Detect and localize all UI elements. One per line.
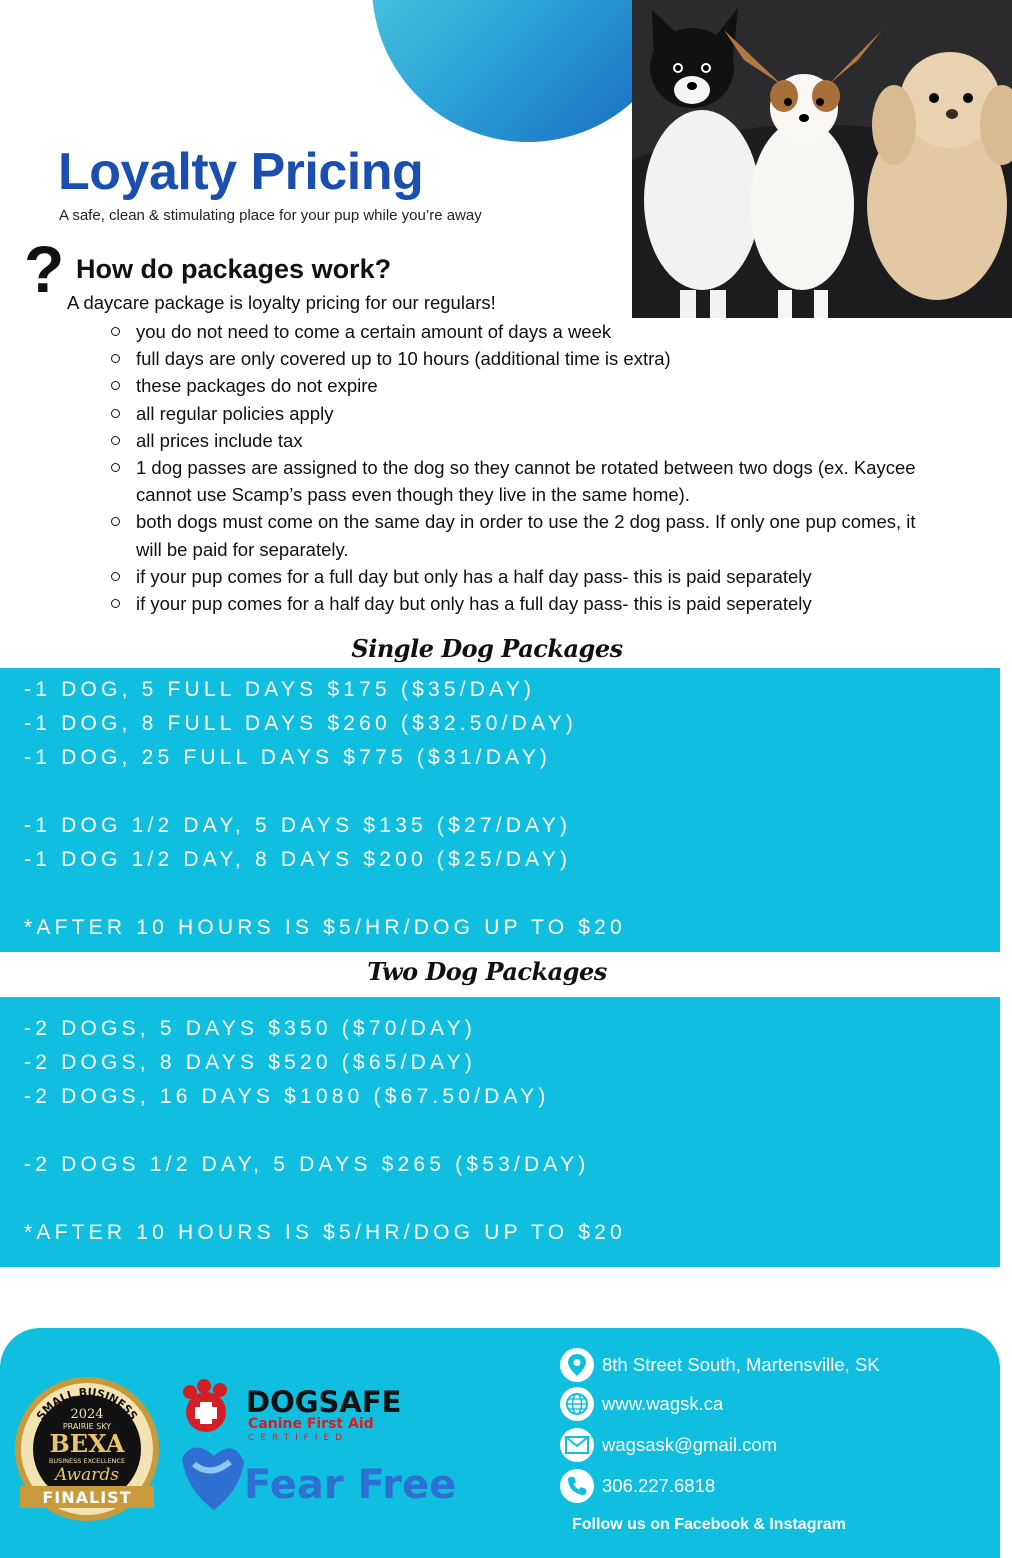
faq-bullet: both dogs must come on the same day in order to use the 2 dog pass. If only one pup comes, it will be paid for separately. [108,508,938,562]
svg-text:BUSINESS EXCELLENCE: BUSINESS EXCELLENCE [48,1457,126,1465]
location-pin-icon [560,1348,594,1382]
faq-bullet: all regular policies apply [108,400,938,427]
svg-text:Fear Free: Fear Free [244,1462,457,1508]
single-package-line: -1 DOG, 25 FULL DAYS $775 ($31/DAY) [24,746,552,769]
single-dog-heading: Single Dog Packages [351,634,623,663]
svg-text:Canine First Aid: Canine First Aid [248,1416,374,1432]
envelope-icon [560,1428,594,1462]
website-link[interactable]: www.wagsk.ca [602,1393,724,1414]
svg-text:BEXA: BEXA [49,1429,125,1458]
faq-bullet: you do not need to come a certain amount of days a week [108,318,938,345]
single-package-line: -1 DOG 1/2 DAY, 8 DAYS $200 ($25/DAY) [24,848,572,871]
email-link[interactable]: wagsask@gmail.com [602,1434,778,1455]
globe-icon [560,1387,594,1421]
fear-free-logo [174,1428,457,1524]
svg-text:PRAIRIE SKY: PRAIRIE SKY [62,1422,112,1431]
single-overtime-note: *AFTER 10 HOURS IS $5/HR/DOG UP TO $20 [24,916,626,939]
email-item[interactable] [560,1428,777,1462]
phone-item[interactable] [560,1469,715,1503]
faq-intro: A daycare package is loyalty pricing for our regulars! [67,292,496,313]
svg-text:SMALL BUSINESS: SMALL BUSINESS [33,1385,141,1423]
two-package-line: -2 DOGS, 8 DAYS $520 ($65/DAY) [24,1051,477,1074]
faq-bullet: full days are only covered up to 10 hours (additional time is extra) [108,345,938,372]
two-overtime-note: *AFTER 10 HOURS IS $5/HR/DOG UP TO $20 [24,1221,626,1244]
question-mark-icon: ? [24,232,65,306]
dogs-photo [632,0,1012,318]
two-dog-heading: Two Dog Packages [367,957,607,986]
two-package-line: -2 DOGS, 5 DAYS $350 ($70/DAY) [24,1017,477,1040]
page-subtitle: A safe, clean & stimulating place for your pup while you’re away [59,207,482,224]
svg-text:2024: 2024 [70,1407,104,1422]
address-item [560,1348,880,1382]
phone-link[interactable]: 306.227.6818 [602,1475,716,1496]
single-package-line: -1 DOG 1/2 DAY, 5 DAYS $135 ($27/DAY) [24,814,572,837]
faq-bullet: if your pup comes for a half day but only has a full day pass- this is paid seperately [108,590,938,617]
phone-icon [560,1469,594,1503]
faq-bullet-list [108,318,938,617]
svg-text:FINALIST: FINALIST [42,1488,132,1507]
two-package-line: -2 DOGS 1/2 DAY, 5 DAYS $265 ($53/DAY) [24,1153,590,1176]
two-package-line: -2 DOGS, 16 DAYS $1080 ($67.50/DAY) [24,1085,550,1108]
svg-text:DOGSAFE: DOGSAFE [246,1385,402,1419]
address-text: 8th Street South, Martensville, SK [602,1354,880,1375]
single-dog-panel [0,668,1000,952]
faq-bullet: if your pup comes for a full day but only has a half day pass- this is paid separately [108,563,938,590]
svg-text:CERTIFIED: CERTIFIED [248,1433,349,1443]
faq-bullet: these packages do not expire [108,372,938,399]
single-package-line: -1 DOG, 5 FULL DAYS $175 ($35/DAY) [24,678,536,701]
faq-heading: How do packages work? [76,254,392,284]
faq-bullet: 1 dog passes are assigned to the dog so they cannot be rotated between two dogs (ex. Kaycee cannot use Scamp’s pass even though they live in the same home). [108,454,938,508]
page-title: Loyalty Pricing [58,143,424,201]
website-item[interactable] [560,1387,723,1421]
follow-us-text: Follow us on Facebook & Instagram [572,1516,846,1533]
single-package-line: -1 DOG, 8 FULL DAYS $260 ($32.50/DAY) [24,712,578,735]
faq-bullet: all prices include tax [108,427,938,454]
two-dog-panel [0,997,1000,1267]
bexa-award-badge [14,1376,160,1522]
svg-text:Awards: Awards [55,1465,119,1485]
